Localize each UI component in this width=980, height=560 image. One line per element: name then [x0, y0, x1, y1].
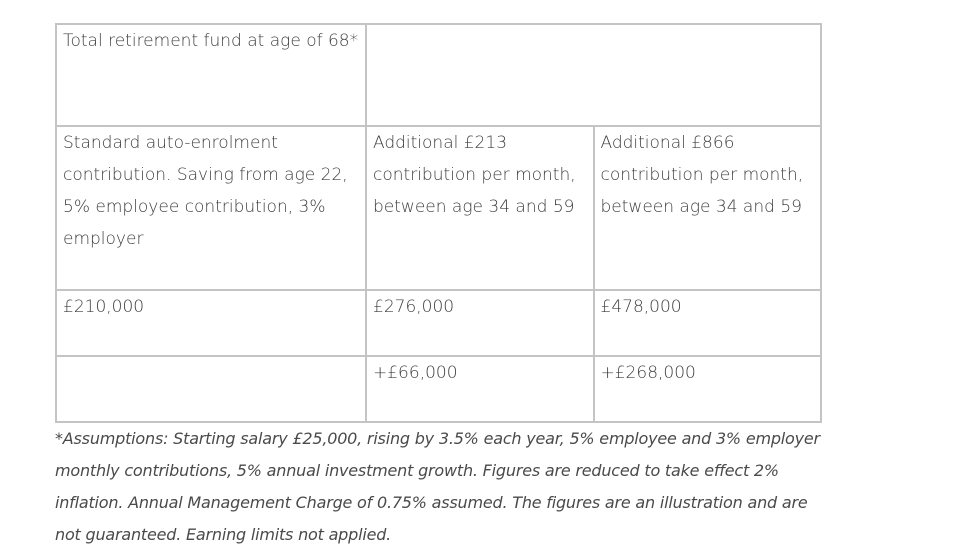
scenario-213-value: £276,000 [366, 290, 594, 356]
table-row-differences [56, 356, 821, 422]
scenario-866-description: Additional £866 contribution per month, between age 34 and 59 [594, 126, 822, 290]
scenario-standard-difference [56, 356, 366, 422]
table-header-empty-cell [366, 24, 821, 126]
scenario-standard-value: £210,000 [56, 290, 366, 356]
table-header-row [56, 24, 821, 126]
table-row-descriptions [56, 126, 821, 290]
scenario-standard-description: Standard auto-enrolment contribution. Saving from age 22, 5% employee contribution, 3% employer [56, 126, 366, 290]
scenario-213-description: Additional £213 contribution per month, between age 34 and 59 [366, 126, 594, 290]
scenario-866-difference: +£268,000 [594, 356, 822, 422]
table-title-cell: Total retirement fund at age of 68* [56, 24, 366, 126]
retirement-fund-table [55, 23, 822, 423]
retirement-fund-table-wrapper [55, 23, 822, 423]
assumptions-footnote: *Assumptions: Starting salary £25,000, rising by 3.5% each year, 5% employee and 3% employer monthly contributions, 5% annual investment growth. Figures are reduced to take effect 2% inflation. Annual Management Charge of 0.75% assumed. The figures are an illustration and are not guaranteed. Earning limits not applied. [55, 429, 820, 544]
scenario-866-value: £478,000 [594, 290, 822, 356]
table-row-values [56, 290, 821, 356]
scenario-213-difference: +£66,000 [366, 356, 594, 422]
